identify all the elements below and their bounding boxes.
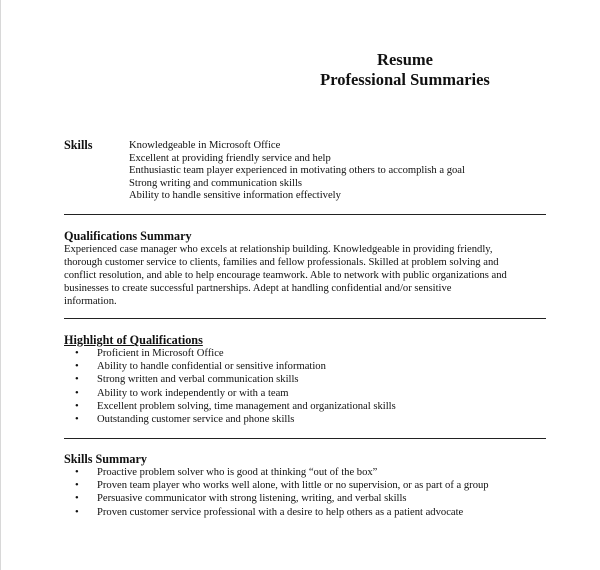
list-item: • Strong written and verbal communication skills xyxy=(64,373,396,386)
list-item: • Excellent problem solving, time management and organizational skills xyxy=(64,400,396,413)
list-item: • Proficient in Microsoft Office xyxy=(64,347,396,360)
list-item: • Proven customer service professional with a desire to help others as a patient advocate xyxy=(64,506,489,519)
skills-item: Ability to handle sensitive information effectively xyxy=(129,190,341,202)
qualifications-summary-heading: Qualifications Summary xyxy=(64,229,192,243)
page-edge xyxy=(0,0,1,570)
skills-item: Knowledgeable in Microsoft Office xyxy=(129,140,281,151)
skills-item: Enthusiastic team player experienced in motivating others to accomplish a goal xyxy=(129,165,465,177)
list-item: • Ability to work independently or with a team xyxy=(64,387,396,400)
highlight-of-qualifications-section xyxy=(64,333,396,426)
skills-label: Skills xyxy=(64,138,93,152)
skills-item: Excellent at providing friendly service and help xyxy=(129,152,331,164)
skills-summary-list xyxy=(64,466,489,519)
qualifications-summary-line: businesses to create successful partnerships. Adept at handling confidential and/or sensitive xyxy=(64,283,452,294)
qualifications-summary-line: conflict resolution, and able to help encourage teamwork. Able to network with public organizations and xyxy=(64,270,507,281)
highlight-list xyxy=(64,347,396,426)
qualifications-summary-line: information. xyxy=(64,296,117,307)
divider xyxy=(64,214,546,215)
list-item: • Persuasive communicator with strong listening, writing, and verbal skills xyxy=(64,492,489,505)
skills-summary-section xyxy=(64,452,489,519)
highlight-of-qualifications-heading: Highlight of Qualifications xyxy=(64,333,203,347)
list-item: • Proactive problem solver who is good at thinking “out of the box” xyxy=(64,466,489,479)
divider xyxy=(64,318,546,319)
list-item: • Outstanding customer service and phone skills xyxy=(64,413,396,426)
skills-summary-heading: Skills Summary xyxy=(64,452,147,466)
document-title: Resume xyxy=(377,50,433,69)
skills-item: Strong writing and communication skills xyxy=(129,177,303,189)
divider xyxy=(64,438,546,439)
document-subtitle: Professional Summaries xyxy=(320,70,490,89)
qualifications-summary-line: Experienced case manager who excels at relationship building. Knowledgeable in providing friendly, xyxy=(64,244,493,255)
list-item: • Proven team player who works well alone, with little or no supervision, or as part of a group xyxy=(64,479,489,492)
list-item: • Ability to handle confidential or sensitive information xyxy=(64,360,396,373)
skills-list xyxy=(129,139,465,202)
qualifications-summary-section xyxy=(64,229,550,308)
document-header xyxy=(300,50,510,90)
qualifications-summary-line: thorough customer service to clients, families and fellow professionals. Skilled at problem solving and xyxy=(64,257,499,268)
